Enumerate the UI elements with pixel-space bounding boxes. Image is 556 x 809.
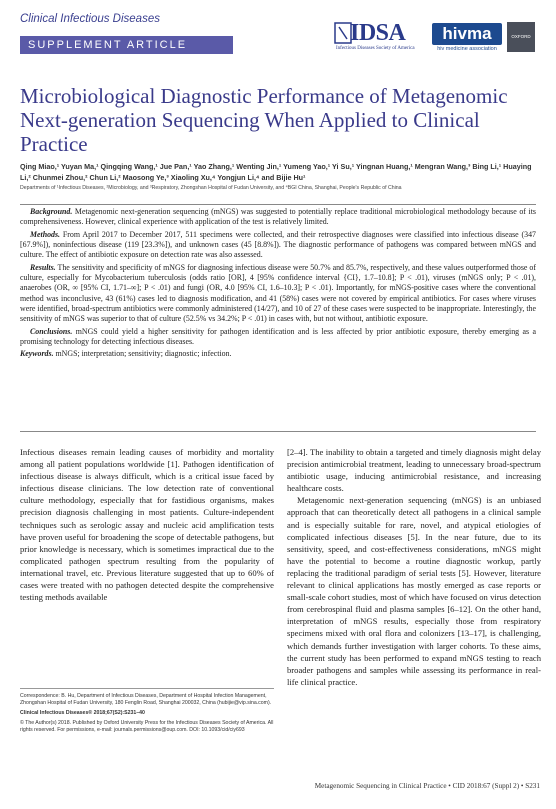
abstract-text: mNGS could yield a higher sensitivity for pathogen identification and is less affected by prior antibiotic exposure, thereby emerging as a promising technology for detecting infectious diseases.: [20, 326, 536, 347]
citation-note: Clinical Infectious Diseases® 2018;67(S2):S231–40: [20, 710, 145, 716]
hivma-logo-subtitle: hiv medicine association: [437, 46, 497, 52]
running-footer: Metagenomic Sequencing in Clinical Practice • CID 2018:67 (Suppl 2) • S231: [314, 782, 540, 790]
journal-name: Clinical Infectious Diseases: [20, 13, 160, 25]
abstract-text: Metagenomic next-generation sequencing (mNGS) was suggested to potentially replace traditional microbiological methodology because of its comprehensiveness. However, clinical experience with application of the test is relatively limited.: [20, 207, 536, 227]
abstract-methods: [20, 230, 536, 261]
idsa-logo-subtitle: Infectious Diseases Society of America: [336, 46, 415, 51]
abstract-label: Background.: [30, 207, 73, 216]
oxford-logo: OXFORD: [507, 22, 535, 52]
body-column-left: [20, 446, 274, 603]
article-type-banner: SUPPLEMENT ARTICLE: [20, 36, 233, 54]
footnote: [20, 688, 274, 737]
abstract-text: The sensitivity and specificity of mNGS for diagnosing infectious disease were 50.7% and 85.7%, respectively, and these values outperformed those of culture, especially for Mycobacterium tuberculosis (odds ratio [OR], 4 [95% confidence interval {CI}, 1.7–10.8]; P < .01), viruses (mNGS only; P < .01), anaerobes (OR, ∞ [95% CI, 1.71–∞]; P < .01) and fungi (OR, 4.0 [95% CI, 1.6–10.3]; P < .01). Importantly, for mNGS-positive cases where the conventional method was inconclusive, 43 (61%) cases led to diagnosis modification, and 41 (58%) cases were not covered by empirical antibiotics. For cases where viruses were identified, broad-spectrum antibiotics were commonly administered (14/27), and 10 of 27 of these cases were suspected to be inappropriate. Interestingly, the sensitivity of mNGS was superior to that of culture (52.5% vs 34.2%; P < .01) in cases with, but not without, antibiotic exposure.: [20, 262, 536, 324]
abstract-conclusions: [20, 327, 536, 348]
abstract-background: [20, 207, 536, 228]
article-title: Microbiological Diagnostic Performance of Metagenomic Next-generation Sequencing When Applied to Clinical Practice: [20, 84, 508, 156]
body-paragraph: Infectious diseases remain leading causes of morbidity and mortality among all patient populations worldwide [1]. Pathogen identification of infectious disease is always difficult, which is a critical issue faced by infectious disease clinicians. The low detection rate of conventional culture methodology, especially that for fastidious organisms, makes precision diagnosis challenging in most patients. Culture-independent techniques such as serologic assay and nucleic acid amplification tests have proven useful for broadening the scope of detectable pathogens, but prior knowledge is necessary, which is sometimes impractical due to the complicated pathogen spectrum resulting from the popularity of international travel, etc. Previous literature suggested that up to 60% of cases were treated with no pathogen detected despite the comprehensive testing methods available: [20, 447, 274, 603]
abstract-label: Results.: [30, 262, 56, 272]
abstract-label: Methods.: [30, 229, 61, 239]
body-paragraph: [2–4]. The inability to obtain a targeted and timely diagnosis might delay precision antimicrobial treatment, leading to unnecessary broad-spectrum antibiotic usage, inducing antimicrobial resistance, and increasing healthcare costs.: [287, 447, 541, 494]
abstract-keywords: [20, 349, 536, 359]
abstract-label: Conclusions.: [30, 326, 73, 336]
correspondence-note: Correspondence: B. Hu, Department of Infectious Diseases, Department of Hospital Infection Management, Zhongshan Hospital of Fudan University, 180 Fenglin Road, Shanghai 200032, China (hubijie@vip.sina.com).: [20, 693, 272, 706]
body-column-right: [287, 446, 541, 688]
abstract-text: mNGS; interpretation; sensitivity; diagnostic; infection.: [55, 349, 232, 359]
idsa-logo-text: IDSA: [350, 20, 406, 46]
abstract-results: [20, 263, 536, 325]
idsa-logo: [334, 20, 428, 54]
affiliations: Departments of ¹Infectious Diseases, ²Microbiology, and ³Respiratory, Zhongshan Hospital of Fudan University, and ⁴BGI China, Shanghai, People's Republic of China: [20, 185, 402, 191]
abstract-text: From April 2017 to December 2017, 511 specimens were collected, and their retrospective diagnoses were classified into infectious disease (347 [67.9%]), noninfectious disease (119 [23.3%]), and unknown cases (45 [8.8%]). The diagnostic performance of pathogens was compared between mNGS and culture. The effect of antibiotic exposure on detection rate was also assessed.: [20, 229, 536, 260]
body-paragraph: Metagenomic next-generation sequencing (mNGS) is an unbiased approach that can theoretically detect all pathogens in a clinical sample and is especially suitable for rare, novel, and atypical etiologies of complicated infectious diseases [5]. In the near future, due to its sensitivity, speed, and cost-effectiveness considerations, mNGS might have the potential to become a routine diagnostic workup, partly replacing the traditional paradigm of serial tests [5]. However, literature relevant to clinical applications has mostly emerged as case reports or small-scale cohort studies, most of which have focused on virus detection from cerebrospinal fluid and plasma samples [6–12]. On the other hand, interpretation of mNGS results, especially those from respiratory specimens mixed with oral flora and colonizers [13–17], is challenging, which demands further investigation with larger cohorts. To these aims, the current study has been performed to expand mNGS testing to reach broader pathogens and samples while assessing its performance in real-life clinical practice.: [287, 495, 541, 687]
hivma-logo: hivma: [432, 23, 502, 45]
abstract: [20, 204, 536, 432]
author-list: Qing Miao,¹ Yuyan Ma,¹ Qingqing Wang,¹ Jue Pan,¹ Yao Zhang,¹ Wenting Jin,¹ Yumeng Yao,¹ Yi Su,¹ Yingnan Huang,¹ Mengran Wang,³ Bing Li,¹ Huaying Li,² Chunmei Zhou,² Chun Li,² Maosong Ye,³ Xiaoling Xu,⁴ Yongjun Li,⁴ and Bijie Hu¹: [20, 162, 532, 182]
copyright-note: © The Author(s) 2018. Published by Oxford University Press for the Infectious Diseases Society of America. All rights reserved. For permissions, e-mail: journals.permissions@oup.com. DOI: 10.1093/cid/ciy693: [20, 720, 274, 733]
abstract-label: Keywords.: [20, 349, 54, 359]
